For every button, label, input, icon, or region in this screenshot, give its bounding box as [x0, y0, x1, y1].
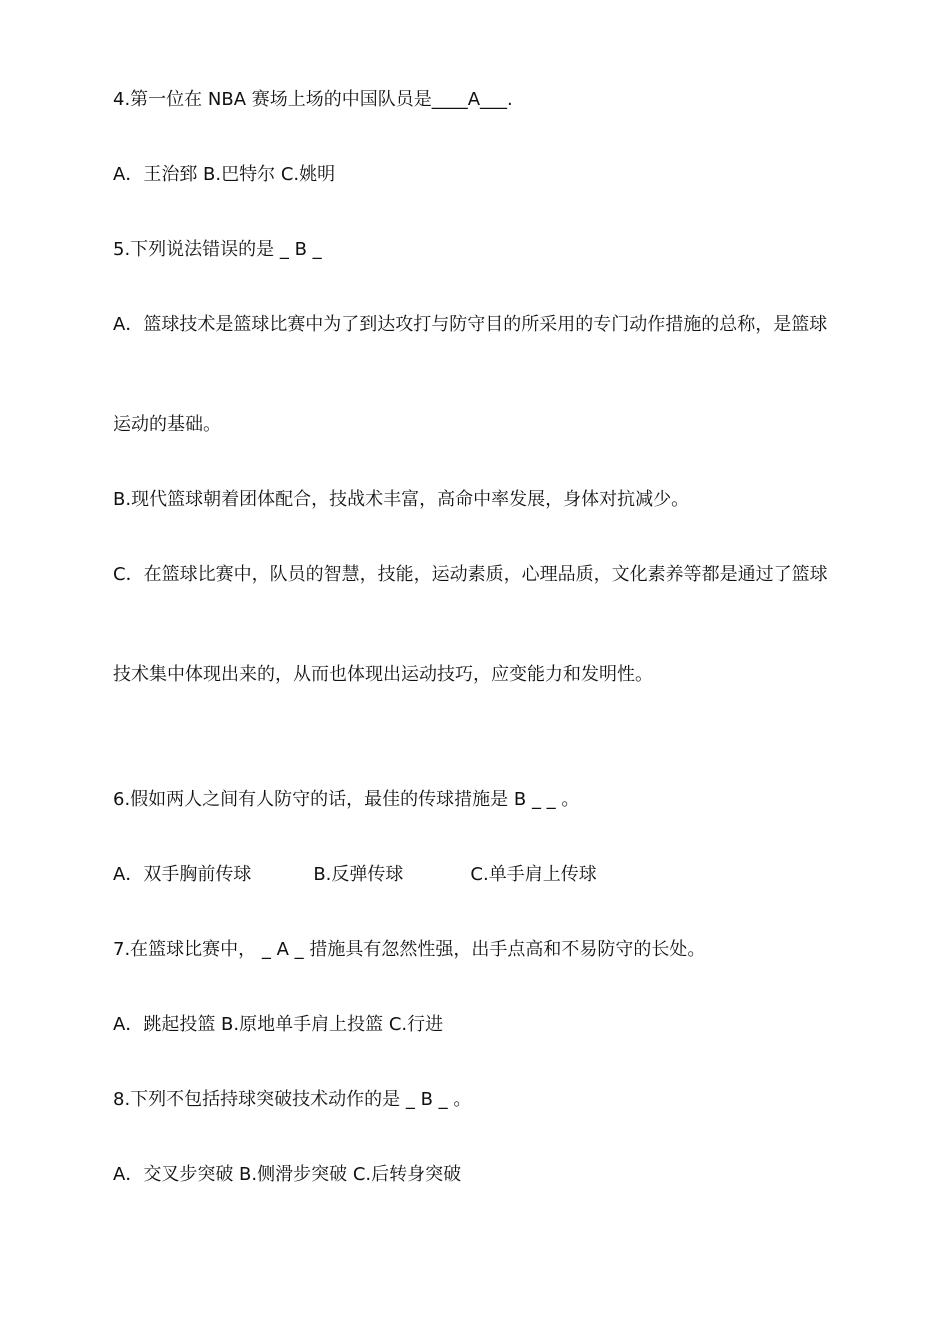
question-5-option-b: B.现代篮球朝着团体配合，技战术丰富，高命中率发展，身体对抗减少。 — [113, 489, 690, 510]
question-5-stem: 5.下列说法错误的是 _ B _ — [113, 239, 322, 260]
question-7-stem: 7.在篮球比赛中， _ A _ 措施具有忽然性强，出手点高和不易防守的长处。 — [113, 939, 706, 960]
question-6-options — [113, 863, 597, 887]
question-8-options: A．交叉步突破 B.侧滑步突破 C.后转身突破 — [113, 1164, 462, 1185]
question-5-option-c: C．在篮球比赛中，队员的智慧，技能，运动素质，心理品质，文化素养等都是通过了篮球 — [113, 564, 828, 585]
question-5-option-c-cont: 技术集中体现出来的，从而也体现出运动技巧，应变能力和发明性。 — [113, 664, 653, 685]
question-5-option-a: A．篮球技术是篮球比赛中为了到达攻打与防守目的所采用的专门动作措施的总称，是篮球 — [113, 314, 828, 335]
question-6-option-c: C.单手肩上传球 — [470, 864, 597, 885]
question-6-option-a: A．双手胸前传球 — [113, 864, 252, 885]
question-6-option-b: B.反弹传球 — [313, 864, 404, 885]
question-6-stem: 6.假如两人之间有人防守的话，最佳的传球措施是 B _ _ 。 — [113, 789, 580, 810]
question-4-stem: 4.第一位在 NBA 赛场上场的中国队员是____A___. — [113, 89, 513, 110]
question-8-stem: 8.下列不包括持球突破技术动作的是 _ B _ 。 — [113, 1089, 472, 1110]
question-4-options: A．王治郅 B.巴特尔 C.姚明 — [113, 164, 336, 185]
question-5-option-a-cont: 运动的基础。 — [113, 414, 221, 435]
question-7-options: A．跳起投篮 B.原地单手肩上投篮 C.行进 — [113, 1014, 444, 1035]
